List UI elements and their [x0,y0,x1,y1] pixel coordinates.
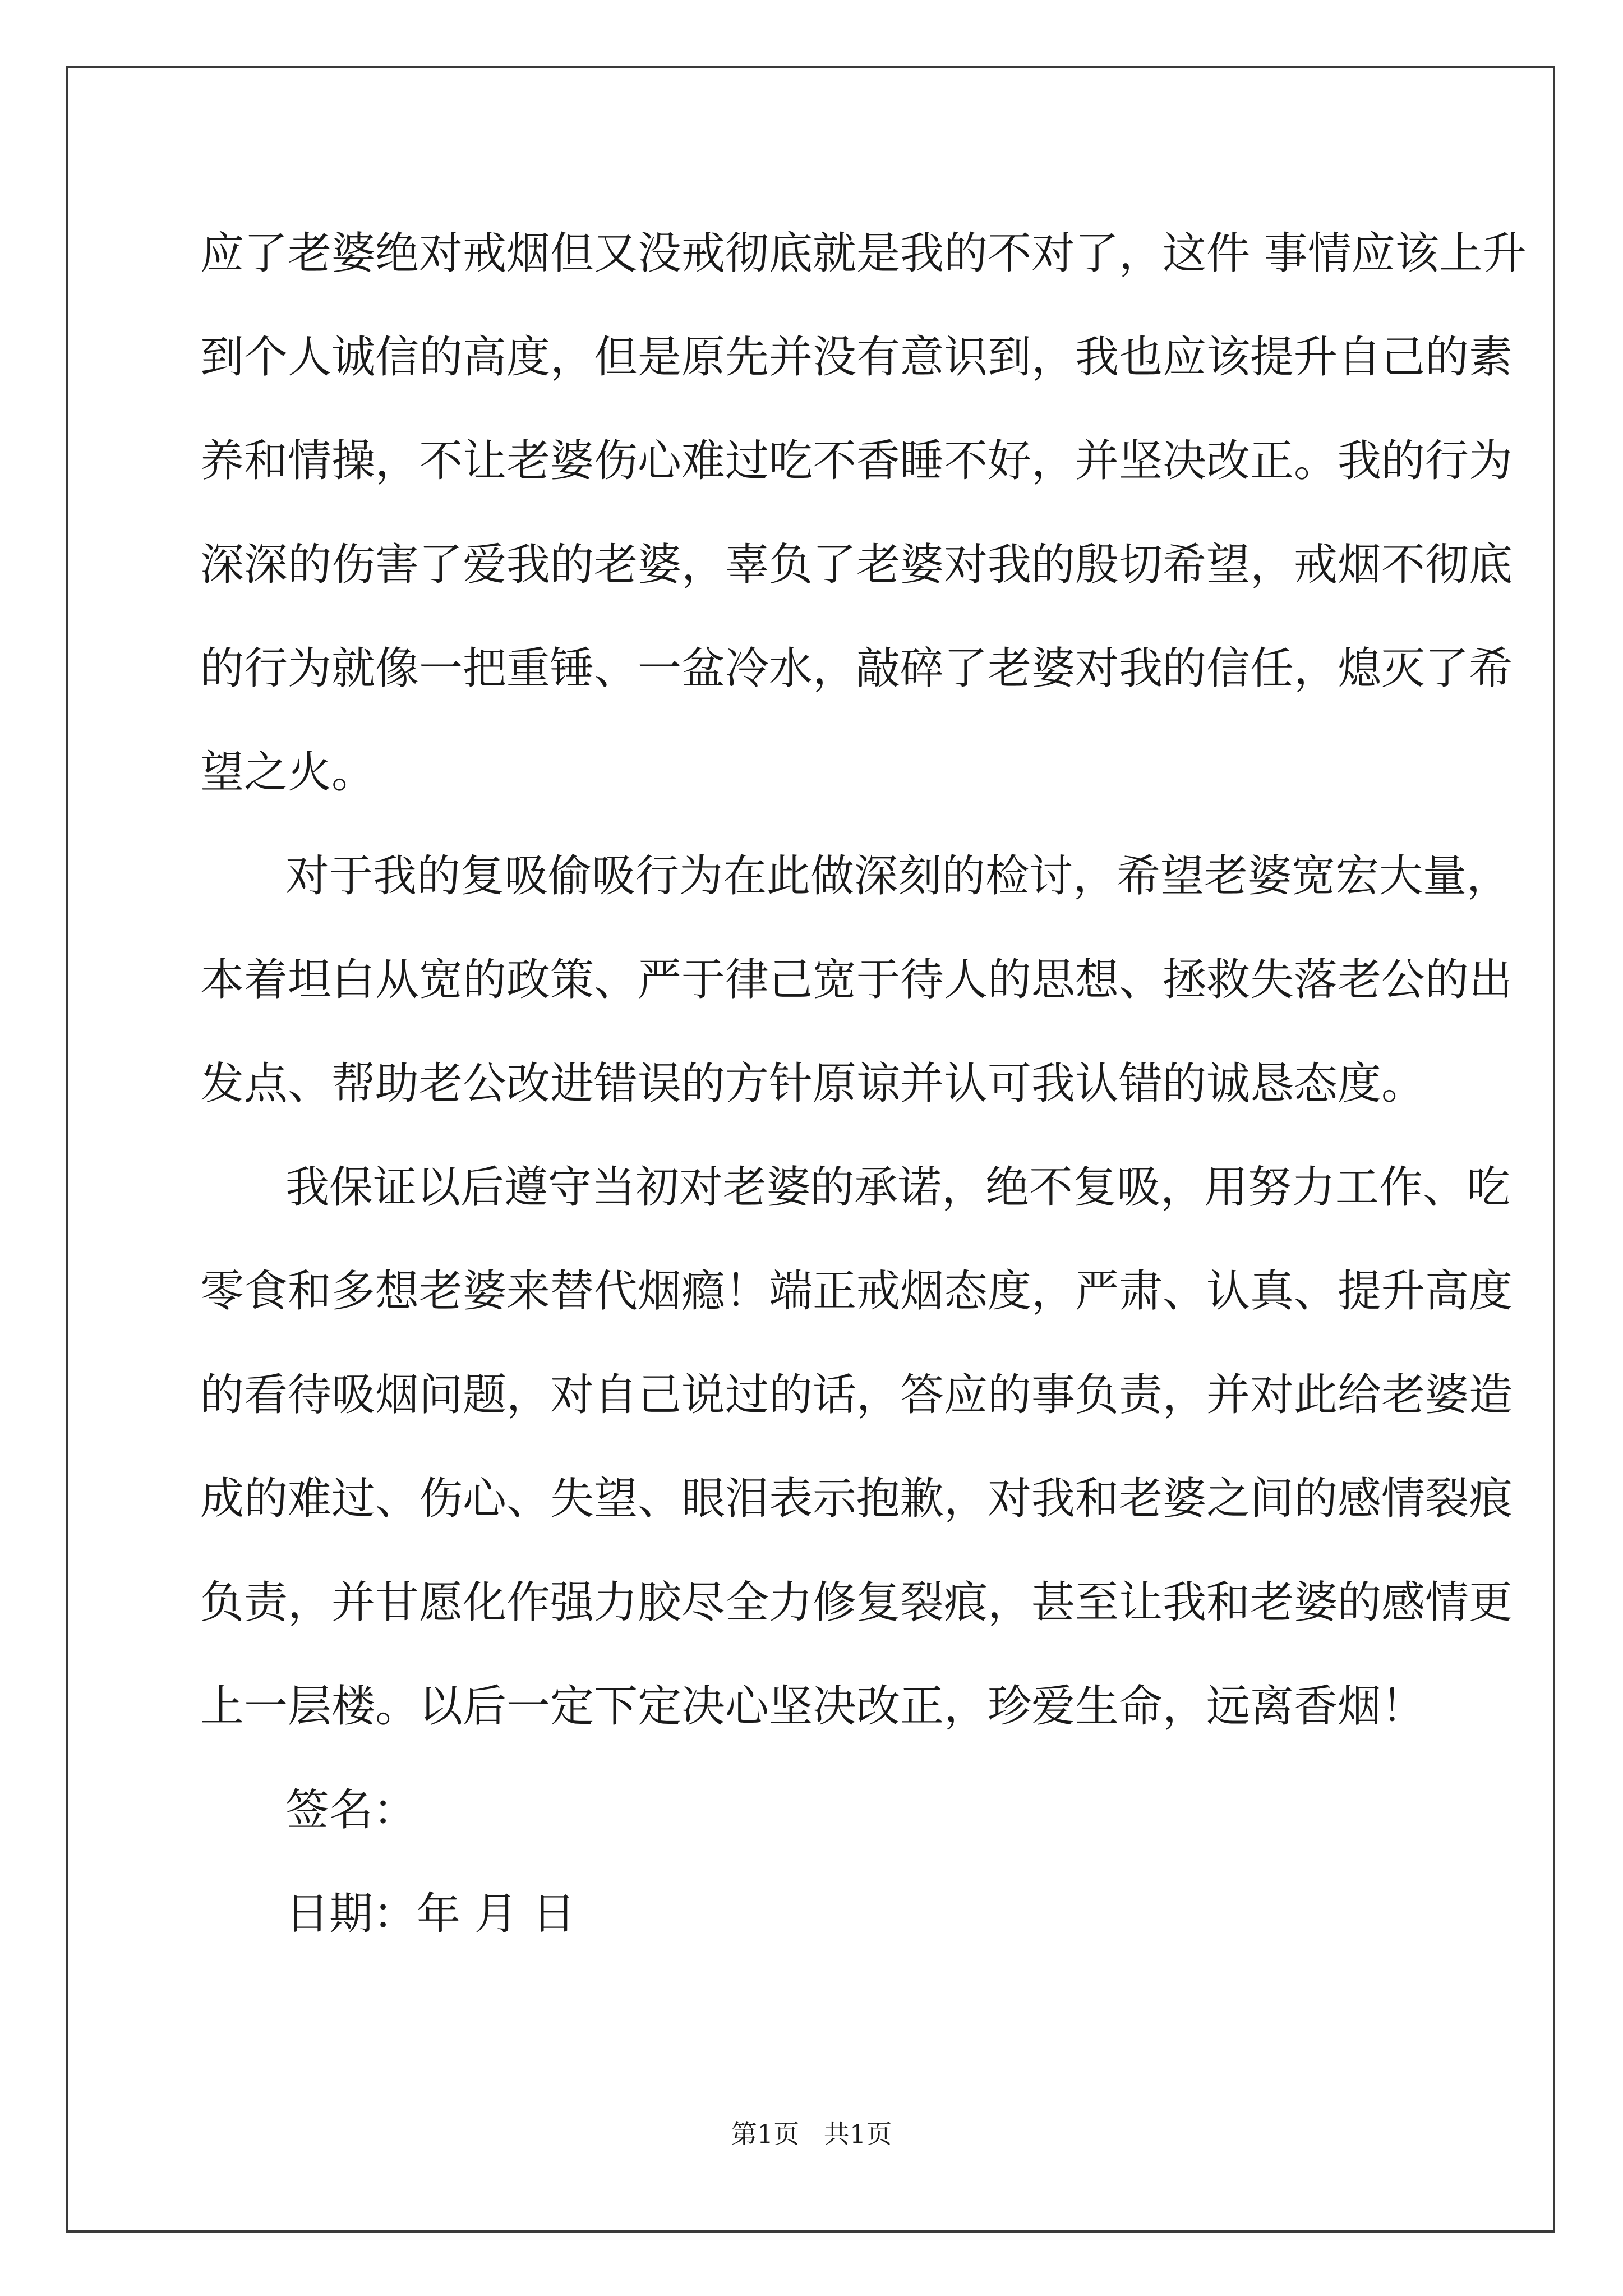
signature-label: 签名： [285,1785,417,1835]
text-line: 的看待吸烟问题，对自己说过的话，答应的事负责，并对此给老婆造 [200,1370,1513,1420]
text-line: 对于我的复吸偷吸行为在此做深刻的检讨，希望老婆宽宏大量， [285,851,1511,901]
paragraph-1 [200,202,1527,825]
text-line: 我保证以后遵守当初对老婆的承诺，绝不复吸，用努力工作、吃 [285,1162,1511,1213]
text-line: 到个人诚信的高度，但是原先并没有意识到，我也应该提升自己的素 [200,332,1513,383]
text-line: 上一层楼。以后一定下定决心坚决改正，珍爱生命，远离香烟！ [200,1681,1426,1732]
page-footer [0,2114,1623,2151]
signature-line [200,1759,1434,1862]
text-line: 负责，并甘愿化作强力胶尽全力修复裂痕，甚至让我和老婆的感情更 [200,1577,1513,1628]
text-line: 的行为就像一把重锤、一盆冷水，敲碎了老婆对我的信任，熄灭了希 [200,643,1513,694]
paragraph-3 [200,1136,1513,1759]
text-line: 成的难过、伤心、失望、眼泪表示抱歉，对我和老婆之间的感情裂痕 [200,1474,1513,1524]
text-line: 本着坦白从宽的政策、严于律己宽于待人的思想、拯救失落老公的出 [200,955,1513,1005]
page-number: 第1页 共1页 [731,2119,892,2149]
text-line: 应了老婆绝对戒烟但又没戒彻底就是我的不对了，这件 事情应该上升 [200,228,1527,279]
text-line: 零食和多想老婆来替代烟瘾！端正戒烟态度，严肃、认真、提升高度 [200,1266,1513,1317]
date-line [200,1862,1434,1966]
text-line: 深深的伤害了爱我的老婆，辜负了老婆对我的殷切希望，戒烟不彻底 [200,540,1513,590]
text-line: 养和情操，不让老婆伤心难过吃不香睡不好，并坚决改正。我的行为 [200,436,1513,486]
text-line: 望之火。 [200,747,376,798]
paragraph-2 [200,825,1513,1136]
text-line: 发点、帮助老公改进错误的方针原谅并认可我认错的诚恳态度。 [200,1059,1426,1109]
document-body [200,202,1527,1966]
date-label: 日期：年 月 日 [285,1889,576,1939]
